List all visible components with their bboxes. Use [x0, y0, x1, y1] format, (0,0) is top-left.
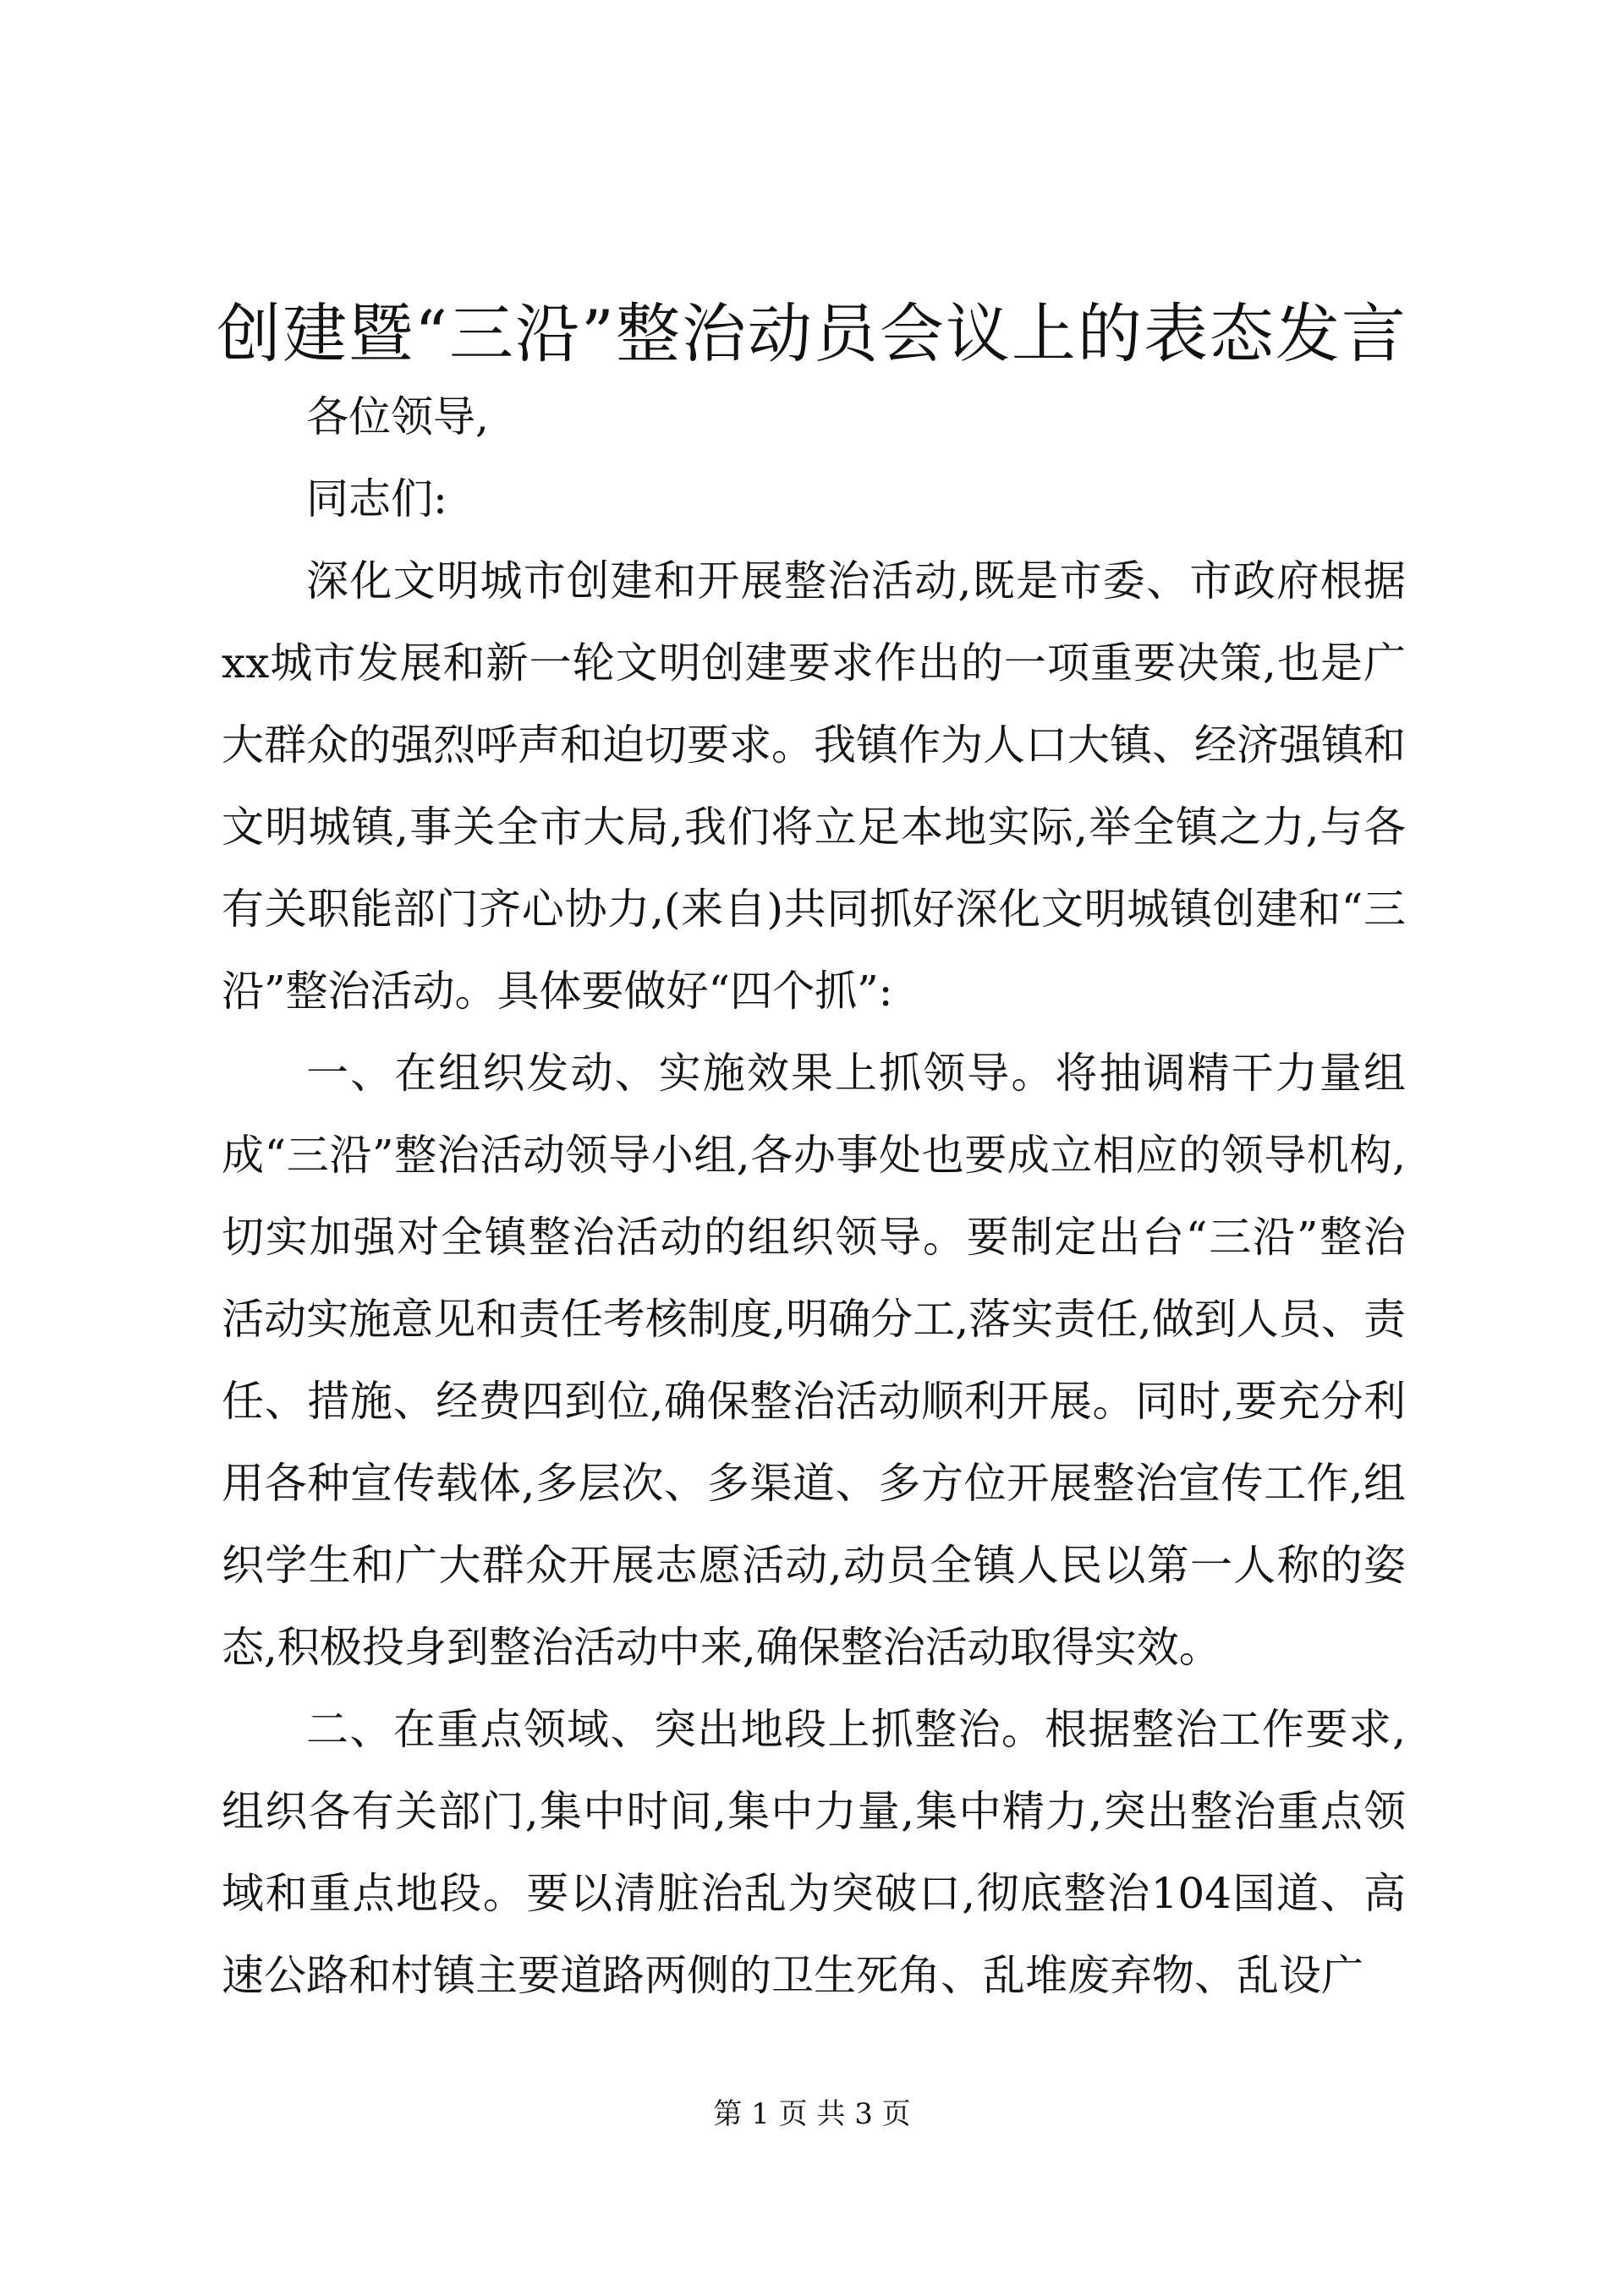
document-body — [222, 376, 1406, 2017]
page-number-footer: 第 1 页 共 3 页 — [713, 2097, 911, 2131]
salutation-leaders: 各位领导, — [306, 392, 489, 441]
paragraph-point-2: 二、在重点领域、突出地段上抓整治。根据整治工作要求,组织各有关部门,集中时间,集中力量,集中精力,突出整治重点领域和重点地段。要以清脏治乱为突破口,彻底整治104国道、高速公路和村镇主要道路两侧的卫生死角、乱堆废弃物、乱设广 — [222, 1705, 1406, 2000]
document-title: 创建暨“三沿”整治动员会议上的表态发言 — [217, 296, 1407, 371]
paragraph-intro: 深化文明城市创建和开展整治活动,既是市委、市政府根据xx城市发展和新一轮文明创建要求作出的一项重要决策,也是广大群众的强烈呼声和迫切要求。我镇作为人口大镇、经济强镇和文明城镇,事关全市大局,我们将立足本地实际,举全镇之力,与各有关职能部门齐心协力,(来自)共同抓好深化文明城镇创建和“三沿”整治活动。具体要做好“四个抓”: — [222, 556, 1406, 1016]
salutation-comrades: 同志们: — [306, 474, 447, 523]
paragraph-point-1: 一、在组织发动、实施效果上抓领导。将抽调精干力量组成“三沿”整治活动领导小组,各办事处也要成立相应的领导机构,切实加强对全镇整治活动的组织领导。要制定出台“三沿”整治活动实施意见和责任考核制度,明确分工,落实责任,做到人员、责任、措施、经费四到位,确保整治活动顺利开展。同时,要充分利用各种宣传载体,多层次、多渠道、多方位开展整治宣传工作,组织学生和广大群众开展志愿活动,动员全镇人民以第一人称的姿态,积极投身到整治活动中来,确保整治活动取得实效。 — [222, 1049, 1406, 1672]
